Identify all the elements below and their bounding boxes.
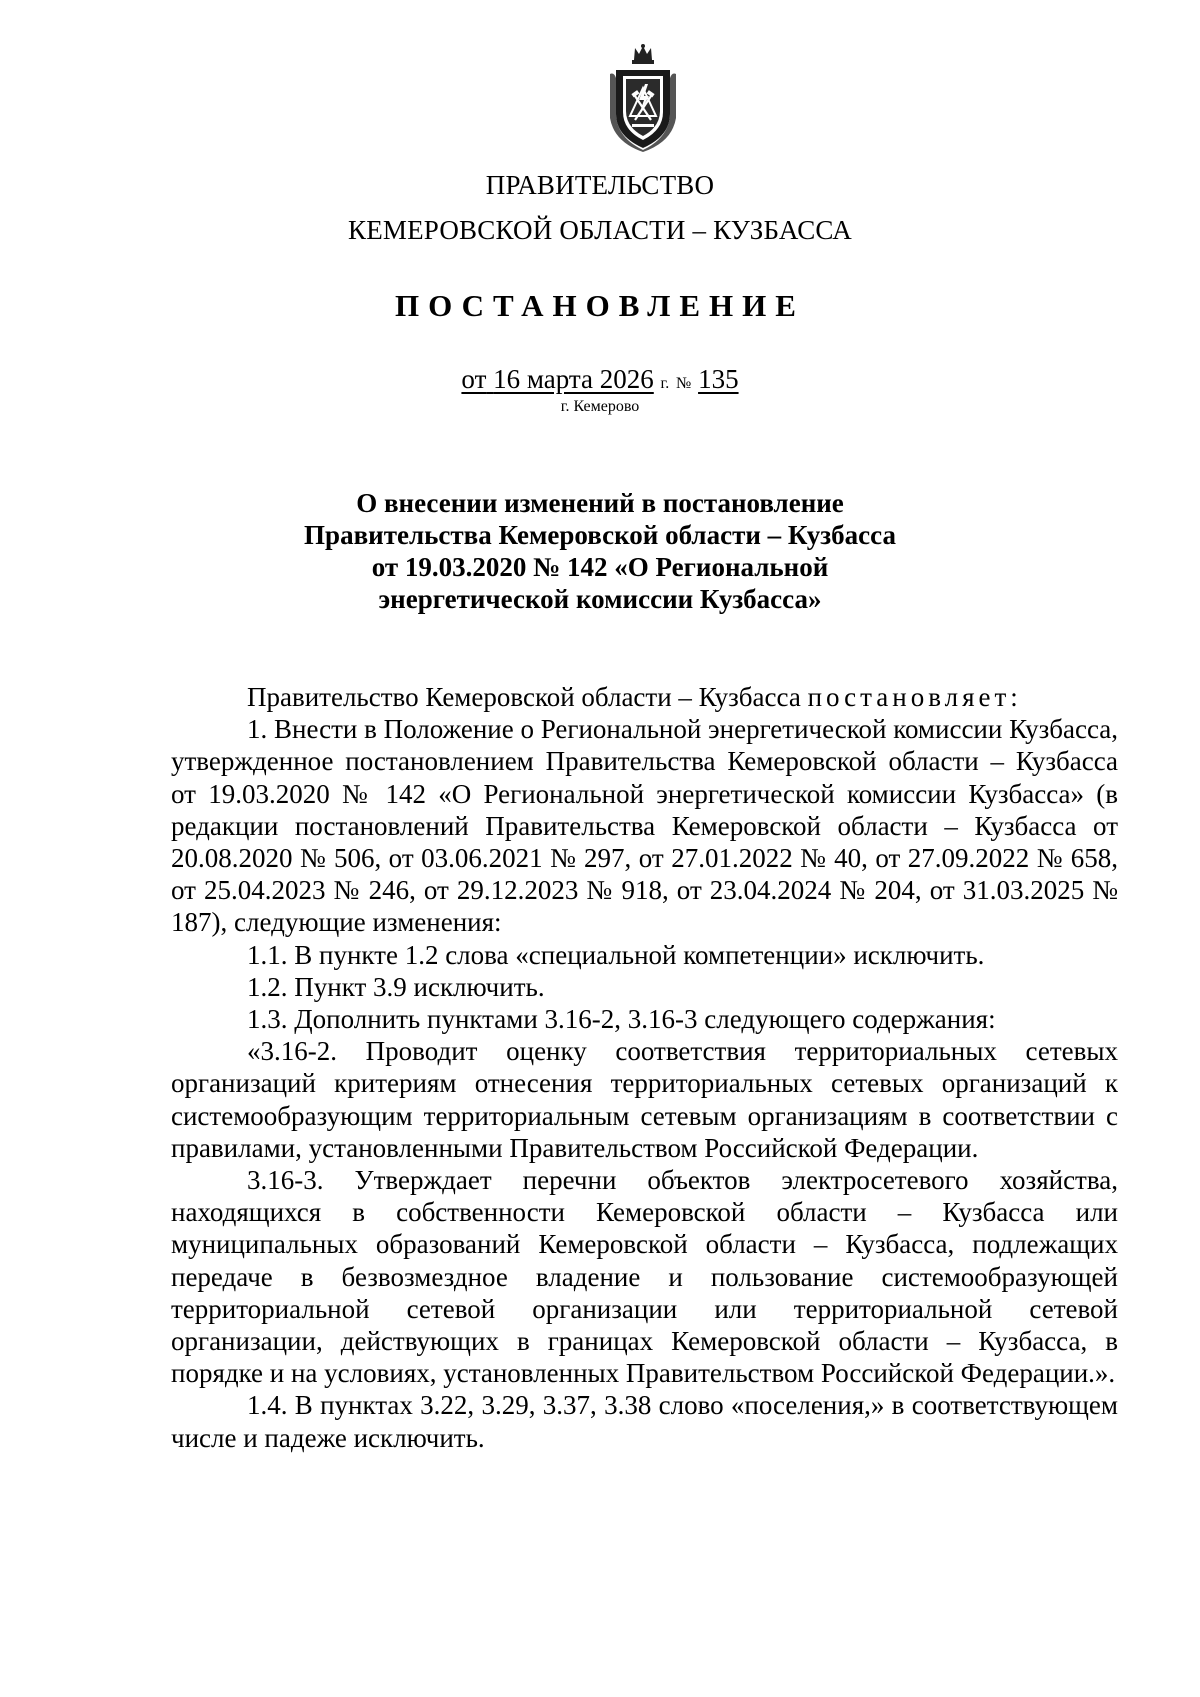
title-line2: Правительства Кемеровской области – Кузбасса	[304, 520, 896, 550]
government-name-line1: ПРАВИТЕЛЬСТВО	[485, 170, 715, 200]
coat-of-arms-emblem	[608, 44, 678, 152]
title-line3: от 19.03.2020 № 142 «О Региональной	[371, 552, 829, 582]
paragraph-1-4: 1.4. В пунктах 3.22, 3.29, 3.37, 3.38 слово «поселения,» в соответствующем числе и падеже исключить.	[171, 1390, 1118, 1453]
paragraph-1: 1. Внести в Положение о Региональной энергетической комиссии Кузбасса, утвержденное постановлением Правительства Кемеровской области – Кузбасса от 19.03.2020 № 142 «О Региональной энергетической комиссии Кузбасса» (в редакции постановлений Правительства Кемеровской области – Кузбасса от 20.08.2020 № 506, от 03.06.2021 № 297, от 27.01.2022 № 40, от 27.09.2022 № 658, от 25.04.2023 № 246, от 29.12.2023 № 918, от 23.04.2024 № 204, от 31.03.2025 № 187), следующие изменения:	[171, 714, 1118, 938]
document-title	[0, 487, 1200, 615]
document-number: 135	[698, 364, 739, 394]
city-name: г. Кемерово	[560, 398, 640, 415]
date-prefix: от	[461, 364, 487, 394]
document-date: 16 марта 2026	[493, 364, 654, 394]
year-suffix: г.	[660, 375, 670, 392]
document-type-heading: ПОСТАНОВЛЕНИЕ	[395, 288, 805, 323]
document-body	[171, 681, 1118, 1454]
intro-text: Правительство Кемеровской области – Кузбасса	[247, 682, 808, 712]
paragraph-3-16-2: «3.16-2. Проводит оценку соответствия территориальных сетевых организаций критериям отнесения территориальных сетевых организаций к системообразующим территориальным сетевым организациям в соответствии с правилами, установленными Правительством Российской Федерации.	[171, 1036, 1118, 1163]
paragraph-1-1: 1.1. В пункте 1.2 слова «специальной компетенции» исключить.	[247, 939, 985, 970]
intro-paragraph	[171, 681, 1118, 713]
paragraph-1-3: 1.3. Дополнить пунктами 3.16-2, 3.16-3 следующего содержания:	[247, 1004, 996, 1035]
government-name-line2: КЕМЕРОВСКОЙ ОБЛАСТИ – КУЗБАССА	[348, 215, 852, 245]
number-sign: №	[676, 375, 692, 392]
title-line1: О внесении изменений в постановление	[356, 488, 844, 518]
paragraph-1-2: 1.2. Пункт 3.9 исключить.	[247, 971, 545, 1002]
paragraph-3-16-3: 3.16-3. Утверждает перечни объектов электросетевого хозяйства, находящихся в собственности Кемеровской области – Кузбасса или муниципальных образований Кемеровской области – Кузбасса, подлежащих передаче в безвозмездное владение и пользование системообразующей территориальной сетевой организации или территориальной сетевой организации, действующих в границах Кемеровской области – Кузбасса, в порядке и на условиях, установленных Правительством Российской Федерации.».	[171, 1165, 1118, 1389]
title-line4: энергетической комиссии Кузбасса»	[378, 584, 822, 614]
date-number-line	[0, 364, 1200, 395]
intro-resolves: постановляет:	[807, 682, 1022, 712]
